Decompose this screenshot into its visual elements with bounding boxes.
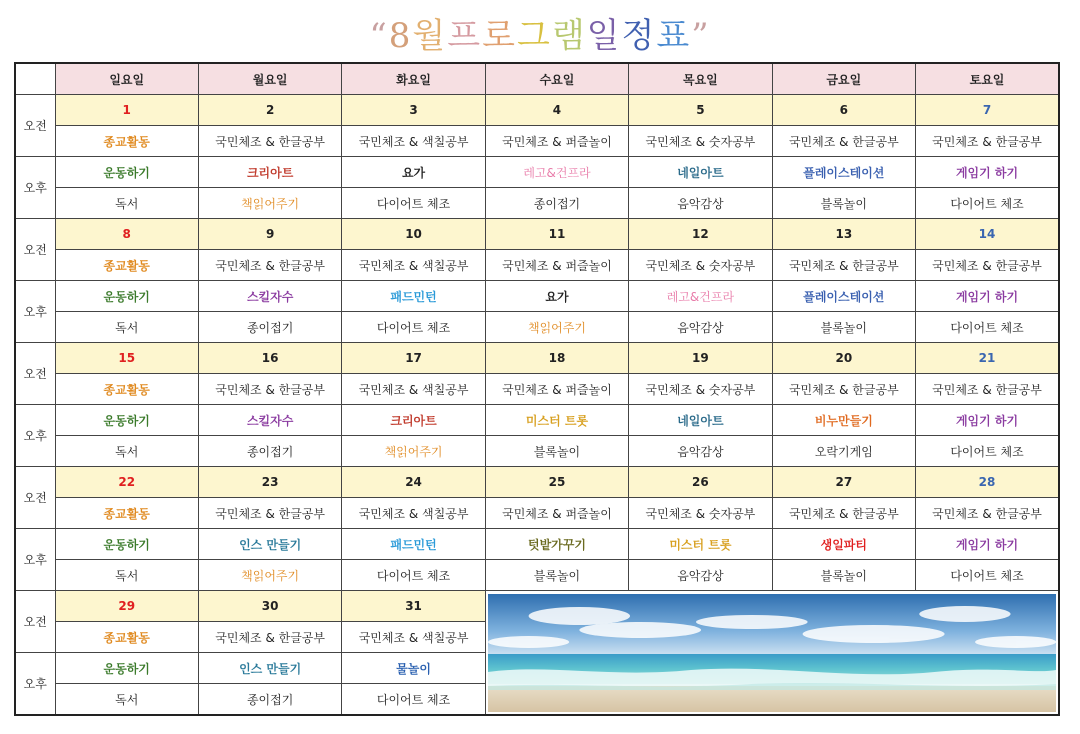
activity-cell: 종이접기 xyxy=(485,188,628,219)
date-row xyxy=(15,343,1059,374)
activity-cell: 다이어트 체조 xyxy=(342,188,485,219)
title-char: “ xyxy=(369,16,389,56)
date-cell: 22 xyxy=(55,467,198,498)
activity-cell: 플레이스테이션 xyxy=(772,157,915,188)
title-char: 로 xyxy=(482,16,517,56)
activity-cell: 스킬자수 xyxy=(198,405,341,436)
activity-cell: 레고&건프라 xyxy=(629,281,772,312)
activity-cell: 미스터 트롯 xyxy=(629,529,772,560)
date-cell: 8 xyxy=(55,219,198,250)
date-cell: 19 xyxy=(629,343,772,374)
pm-activity-row xyxy=(15,188,1059,219)
activity-cell: 다이어트 체조 xyxy=(342,684,485,716)
activity-cell: 플레이스테이션 xyxy=(772,281,915,312)
am-activity-row xyxy=(15,498,1059,529)
activity-cell: 국민체조 & 숫자공부 xyxy=(629,374,772,405)
date-cell: 2 xyxy=(198,95,341,126)
title-char: ” xyxy=(691,16,711,56)
activity-cell: 독서 xyxy=(55,188,198,219)
period-label-pm: 오후 xyxy=(15,653,55,716)
activity-cell: 종교활동 xyxy=(55,498,198,529)
activity-cell: 국민체조 & 한글공부 xyxy=(916,374,1059,405)
schedule-table xyxy=(14,62,1060,716)
beach-image xyxy=(485,591,1059,716)
activity-cell: 국민체조 & 숫자공부 xyxy=(629,126,772,157)
date-cell: 4 xyxy=(485,95,628,126)
date-cell: 21 xyxy=(916,343,1059,374)
activity-cell: 국민체조 & 퍼즐놀이 xyxy=(485,250,628,281)
day-header-thu: 목요일 xyxy=(629,63,772,95)
activity-cell: 국민체조 & 한글공부 xyxy=(772,374,915,405)
date-cell: 28 xyxy=(916,467,1059,498)
title-char: 월 xyxy=(412,16,448,56)
date-cell: 17 xyxy=(342,343,485,374)
activity-cell: 국민체조 & 한글공부 xyxy=(916,498,1059,529)
activity-cell: 국민체조 & 한글공부 xyxy=(198,126,341,157)
activity-cell: 블록놀이 xyxy=(772,560,915,591)
date-row xyxy=(15,591,1059,622)
activity-cell: 국민체조 & 한글공부 xyxy=(772,250,915,281)
activity-cell: 국민체조 & 한글공부 xyxy=(916,126,1059,157)
day-header-mon: 월요일 xyxy=(198,63,341,95)
activity-cell: 물놀이 xyxy=(342,653,485,684)
date-cell: 11 xyxy=(485,219,628,250)
activity-cell: 텃밭가꾸기 xyxy=(485,529,628,560)
date-cell: 25 xyxy=(485,467,628,498)
activity-cell: 음악감상 xyxy=(629,436,772,467)
period-label-am: 오전 xyxy=(15,219,55,281)
day-header-fri: 금요일 xyxy=(772,63,915,95)
activity-cell: 운동하기 xyxy=(55,529,198,560)
activity-cell: 책읽어주기 xyxy=(198,188,341,219)
activity-cell: 게임기 하기 xyxy=(916,157,1059,188)
activity-cell: 책읽어주기 xyxy=(198,560,341,591)
date-cell: 3 xyxy=(342,95,485,126)
pm-activity-row xyxy=(15,281,1059,312)
date-cell: 23 xyxy=(198,467,341,498)
date-cell: 7 xyxy=(916,95,1059,126)
activity-cell: 독서 xyxy=(55,560,198,591)
activity-cell: 국민체조 & 색칠공부 xyxy=(342,622,485,653)
date-cell: 30 xyxy=(198,591,341,622)
activity-cell: 블록놀이 xyxy=(485,436,628,467)
activity-cell: 패드민턴 xyxy=(342,281,485,312)
activity-cell: 국민체조 & 색칠공부 xyxy=(342,374,485,405)
activity-cell: 국민체조 & 한글공부 xyxy=(772,498,915,529)
activity-cell: 국민체조 & 숫자공부 xyxy=(629,250,772,281)
activity-cell: 운동하기 xyxy=(55,157,198,188)
activity-cell: 오락기게임 xyxy=(772,436,915,467)
activity-cell: 국민체조 & 한글공부 xyxy=(916,250,1059,281)
date-cell: 1 xyxy=(55,95,198,126)
date-cell: 14 xyxy=(916,219,1059,250)
activity-cell: 종교활동 xyxy=(55,126,198,157)
date-cell: 6 xyxy=(772,95,915,126)
activity-cell: 책읽어주기 xyxy=(485,312,628,343)
date-cell: 18 xyxy=(485,343,628,374)
pm-activity-row xyxy=(15,436,1059,467)
activity-cell: 블록놀이 xyxy=(485,560,628,591)
date-cell: 20 xyxy=(772,343,915,374)
date-cell: 9 xyxy=(198,219,341,250)
activity-cell: 다이어트 체조 xyxy=(916,560,1059,591)
activity-cell: 인스 만들기 xyxy=(198,529,341,560)
activity-cell: 요가 xyxy=(342,157,485,188)
activity-cell: 국민체조 & 퍼즐놀이 xyxy=(485,498,628,529)
activity-cell: 패드민턴 xyxy=(342,529,485,560)
date-cell: 16 xyxy=(198,343,341,374)
activity-cell: 크리아트 xyxy=(198,157,341,188)
activity-cell: 종교활동 xyxy=(55,250,198,281)
activity-cell: 독서 xyxy=(55,436,198,467)
day-header-wed: 수요일 xyxy=(485,63,628,95)
period-label-pm: 오후 xyxy=(15,281,55,343)
activity-cell: 국민체조 & 한글공부 xyxy=(198,374,341,405)
title-char: 정 xyxy=(621,16,657,56)
period-label-am: 오전 xyxy=(15,467,55,529)
date-cell: 12 xyxy=(629,219,772,250)
day-header-sat: 토요일 xyxy=(916,63,1059,95)
activity-cell: 네일아트 xyxy=(629,405,772,436)
date-cell: 31 xyxy=(342,591,485,622)
pm-activity-row xyxy=(15,529,1059,560)
activity-cell: 음악감상 xyxy=(629,188,772,219)
activity-cell: 국민체조 & 퍼즐놀이 xyxy=(485,126,628,157)
date-cell: 29 xyxy=(55,591,198,622)
activity-cell: 요가 xyxy=(485,281,628,312)
period-label-pm: 오후 xyxy=(15,157,55,219)
activity-cell: 블록놀이 xyxy=(772,312,915,343)
beach-illustration xyxy=(488,594,1056,712)
activity-cell: 국민체조 & 숫자공부 xyxy=(629,498,772,529)
date-cell: 27 xyxy=(772,467,915,498)
title-char: 8 xyxy=(388,16,413,56)
activity-cell: 책읽어주기 xyxy=(342,436,485,467)
pm-activity-row xyxy=(15,157,1059,188)
activity-cell: 다이어트 체조 xyxy=(342,560,485,591)
activity-cell: 크리아트 xyxy=(342,405,485,436)
date-row xyxy=(15,95,1059,126)
activity-cell: 게임기 하기 xyxy=(916,281,1059,312)
pm-activity-row xyxy=(15,560,1059,591)
activity-cell: 다이어트 체조 xyxy=(916,312,1059,343)
title-char: 그 xyxy=(516,16,552,56)
activity-cell: 다이어트 체조 xyxy=(342,312,485,343)
period-label-pm: 오후 xyxy=(15,405,55,467)
title-char: 램 xyxy=(551,16,587,56)
activity-cell: 국민체조 & 색칠공부 xyxy=(342,498,485,529)
activity-cell: 다이어트 체조 xyxy=(916,188,1059,219)
activity-cell: 다이어트 체조 xyxy=(916,436,1059,467)
period-label-am: 오전 xyxy=(15,591,55,653)
pm-activity-row xyxy=(15,405,1059,436)
activity-cell: 종교활동 xyxy=(55,374,198,405)
activity-cell: 게임기 하기 xyxy=(916,529,1059,560)
date-cell: 26 xyxy=(629,467,772,498)
activity-cell: 인스 만들기 xyxy=(198,653,341,684)
activity-cell: 종교활동 xyxy=(55,622,198,653)
activity-cell: 음악감상 xyxy=(629,560,772,591)
activity-cell: 운동하기 xyxy=(55,405,198,436)
activity-cell: 국민체조 & 한글공부 xyxy=(772,126,915,157)
activity-cell: 국민체조 & 한글공부 xyxy=(198,250,341,281)
activity-cell: 비누만들기 xyxy=(772,405,915,436)
pm-activity-row xyxy=(15,312,1059,343)
page-title xyxy=(0,10,1080,62)
title-char: 일 xyxy=(586,16,622,56)
day-header-tue: 화요일 xyxy=(342,63,485,95)
title-char: 프 xyxy=(447,16,483,56)
activity-cell: 운동하기 xyxy=(55,281,198,312)
date-cell: 5 xyxy=(629,95,772,126)
activity-cell: 생일파티 xyxy=(772,529,915,560)
activity-cell: 네일아트 xyxy=(629,157,772,188)
am-activity-row xyxy=(15,126,1059,157)
activity-cell: 레고&건프라 xyxy=(485,157,628,188)
activity-cell: 국민체조 & 색칠공부 xyxy=(342,126,485,157)
date-cell: 10 xyxy=(342,219,485,250)
am-activity-row xyxy=(15,374,1059,405)
period-label-am: 오전 xyxy=(15,95,55,157)
activity-cell: 국민체조 & 한글공부 xyxy=(198,498,341,529)
date-row xyxy=(15,219,1059,250)
activity-cell: 종이접기 xyxy=(198,312,341,343)
activity-cell: 독서 xyxy=(55,684,198,716)
period-label-pm: 오후 xyxy=(15,529,55,591)
date-cell: 15 xyxy=(55,343,198,374)
activity-cell: 게임기 하기 xyxy=(916,405,1059,436)
day-header-sun: 일요일 xyxy=(55,63,198,95)
activity-cell: 스킬자수 xyxy=(198,281,341,312)
date-row xyxy=(15,467,1059,498)
activity-cell: 종이접기 xyxy=(198,436,341,467)
activity-cell: 음악감상 xyxy=(629,312,772,343)
activity-cell: 미스터 트롯 xyxy=(485,405,628,436)
title-char: 표 xyxy=(656,16,692,56)
activity-cell: 국민체조 & 퍼즐놀이 xyxy=(485,374,628,405)
activity-cell: 독서 xyxy=(55,312,198,343)
activity-cell: 종이접기 xyxy=(198,684,341,716)
day-header-row xyxy=(15,63,1059,95)
activity-cell: 국민체조 & 한글공부 xyxy=(198,622,341,653)
date-cell: 24 xyxy=(342,467,485,498)
date-cell: 13 xyxy=(772,219,915,250)
am-activity-row xyxy=(15,250,1059,281)
corner-cell xyxy=(15,63,55,95)
activity-cell: 운동하기 xyxy=(55,653,198,684)
activity-cell: 블록놀이 xyxy=(772,188,915,219)
activity-cell: 국민체조 & 색칠공부 xyxy=(342,250,485,281)
period-label-am: 오전 xyxy=(15,343,55,405)
